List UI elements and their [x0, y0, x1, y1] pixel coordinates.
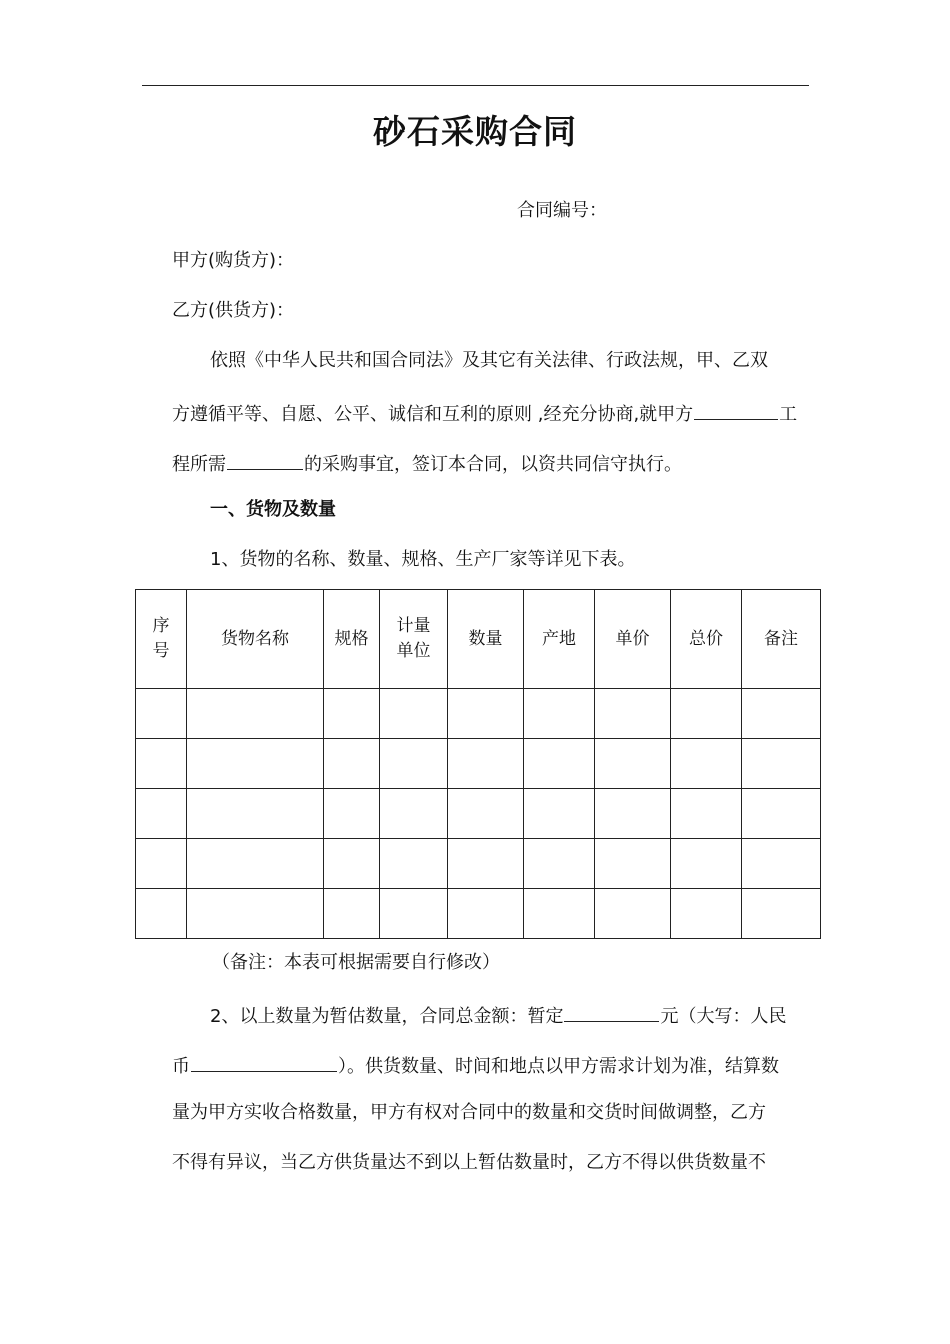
- table-cell: [671, 689, 742, 739]
- section-1-item-1: 1、货物的名称、数量、规格、生产厂家等详见下表。: [210, 549, 636, 570]
- table-row: [136, 789, 821, 839]
- table-cell: [671, 789, 742, 839]
- table-cell: [187, 789, 324, 839]
- table-cell: [448, 689, 524, 739]
- contract-number-label: 合同编号：: [517, 200, 607, 221]
- table-row: [136, 739, 821, 789]
- party-a-label: 甲方(购货方)：: [172, 250, 295, 271]
- table-cell: [448, 739, 524, 789]
- section-1-item-2-line-2: [172, 1051, 779, 1079]
- table-cell: [380, 889, 448, 939]
- table-cell: [742, 739, 821, 789]
- table-cell: [324, 689, 380, 739]
- table-row: [136, 689, 821, 739]
- table-cell: [187, 889, 324, 939]
- intro-line-2: [172, 399, 797, 427]
- table-cell: [380, 839, 448, 889]
- table-cell: [187, 689, 324, 739]
- table-cell: [324, 839, 380, 889]
- header-quantity: 数量: [448, 590, 524, 689]
- intro-line-3-head: 程所需: [172, 454, 226, 475]
- table-cell: [324, 789, 380, 839]
- table-cell: [595, 889, 671, 939]
- table-cell: [136, 789, 187, 839]
- table-body: [136, 689, 821, 939]
- table-cell: [136, 889, 187, 939]
- table-cell: [448, 839, 524, 889]
- table-note: （备注：本表可根据需要自行修改）: [212, 952, 500, 973]
- table-row: [136, 839, 821, 889]
- table-header-row: [136, 590, 821, 689]
- party-b-label: 乙方(供货方)：: [172, 300, 295, 321]
- intro-line-2-tail: 工: [779, 404, 798, 425]
- table-cell: [595, 789, 671, 839]
- section-1-item-2-line-4: 不得有异议，当乙方供货量达不到以上暂估数量时，乙方不得以供货数量不: [172, 1152, 766, 1173]
- table-cell: [742, 689, 821, 739]
- table-row: [136, 889, 821, 939]
- goods-name-blank: [227, 449, 303, 470]
- table-cell: [524, 689, 595, 739]
- table-cell: [595, 739, 671, 789]
- item-2-line-2-text: ）。供货数量、时间和地点以甲方需求计划为准，结算数: [338, 1056, 779, 1077]
- table-cell: [742, 789, 821, 839]
- table-cell: [671, 739, 742, 789]
- table-cell: [524, 789, 595, 839]
- header-unit: 计量 单位: [380, 590, 448, 689]
- table-cell: [595, 839, 671, 889]
- table-cell: [524, 839, 595, 889]
- header-total-price: 总价: [671, 590, 742, 689]
- item-2-line-1-tail: 元（大写：人民: [660, 1006, 787, 1027]
- section-1-item-2-line-1: [210, 1001, 786, 1029]
- table-cell: [324, 889, 380, 939]
- table-cell: [742, 889, 821, 939]
- amount-blank: [564, 1001, 659, 1022]
- table-cell: [671, 839, 742, 889]
- section-1-item-2-line-3: 量为甲方实收合格数量，甲方有权对合同中的数量和交货时间做调整，乙方: [172, 1102, 766, 1123]
- intro-line-3-text: 的采购事宜，签订本合同，以资共同信守执行。: [304, 454, 682, 475]
- table-cell: [595, 689, 671, 739]
- table-cell: [380, 789, 448, 839]
- table-cell: [324, 739, 380, 789]
- header-goods-name: 货物名称: [187, 590, 324, 689]
- section-1-heading: 一、货物及数量: [210, 499, 336, 520]
- intro-line-2-text: 方遵循平等、自愿、公平、诚信和互利的原则 ,经充分协商,就甲方: [172, 404, 694, 425]
- table-cell: [524, 739, 595, 789]
- table-cell: [187, 739, 324, 789]
- amount-in-words-blank: [191, 1051, 337, 1072]
- table-cell: [524, 889, 595, 939]
- table-cell: [742, 839, 821, 889]
- header-seq: 序 号: [136, 590, 187, 689]
- table-cell: [671, 889, 742, 939]
- header-origin: 产地: [524, 590, 595, 689]
- table-cell: [187, 839, 324, 889]
- header-unit-price: 单价: [595, 590, 671, 689]
- goods-table: [135, 589, 821, 939]
- header-remarks: 备注: [742, 590, 821, 689]
- item-2-line-2-head: 币: [172, 1056, 190, 1077]
- intro-line-1: 依照《中华人民共和国合同法》及其它有关法律、行政法规，甲、乙双: [210, 350, 768, 371]
- item-2-line-1-text: 2、以上数量为暂估数量，合同总金额：暂定: [210, 1006, 564, 1027]
- table-cell: [380, 689, 448, 739]
- table-cell: [136, 739, 187, 789]
- intro-line-3: [172, 449, 682, 477]
- header-rule: [142, 85, 809, 86]
- header-spec: 规格: [324, 590, 380, 689]
- table-cell: [136, 839, 187, 889]
- table-cell: [380, 739, 448, 789]
- project-name-blank: [694, 399, 778, 420]
- document-title: 砂石采购合同: [373, 112, 577, 151]
- table-cell: [448, 789, 524, 839]
- table-cell: [136, 689, 187, 739]
- table-cell: [448, 889, 524, 939]
